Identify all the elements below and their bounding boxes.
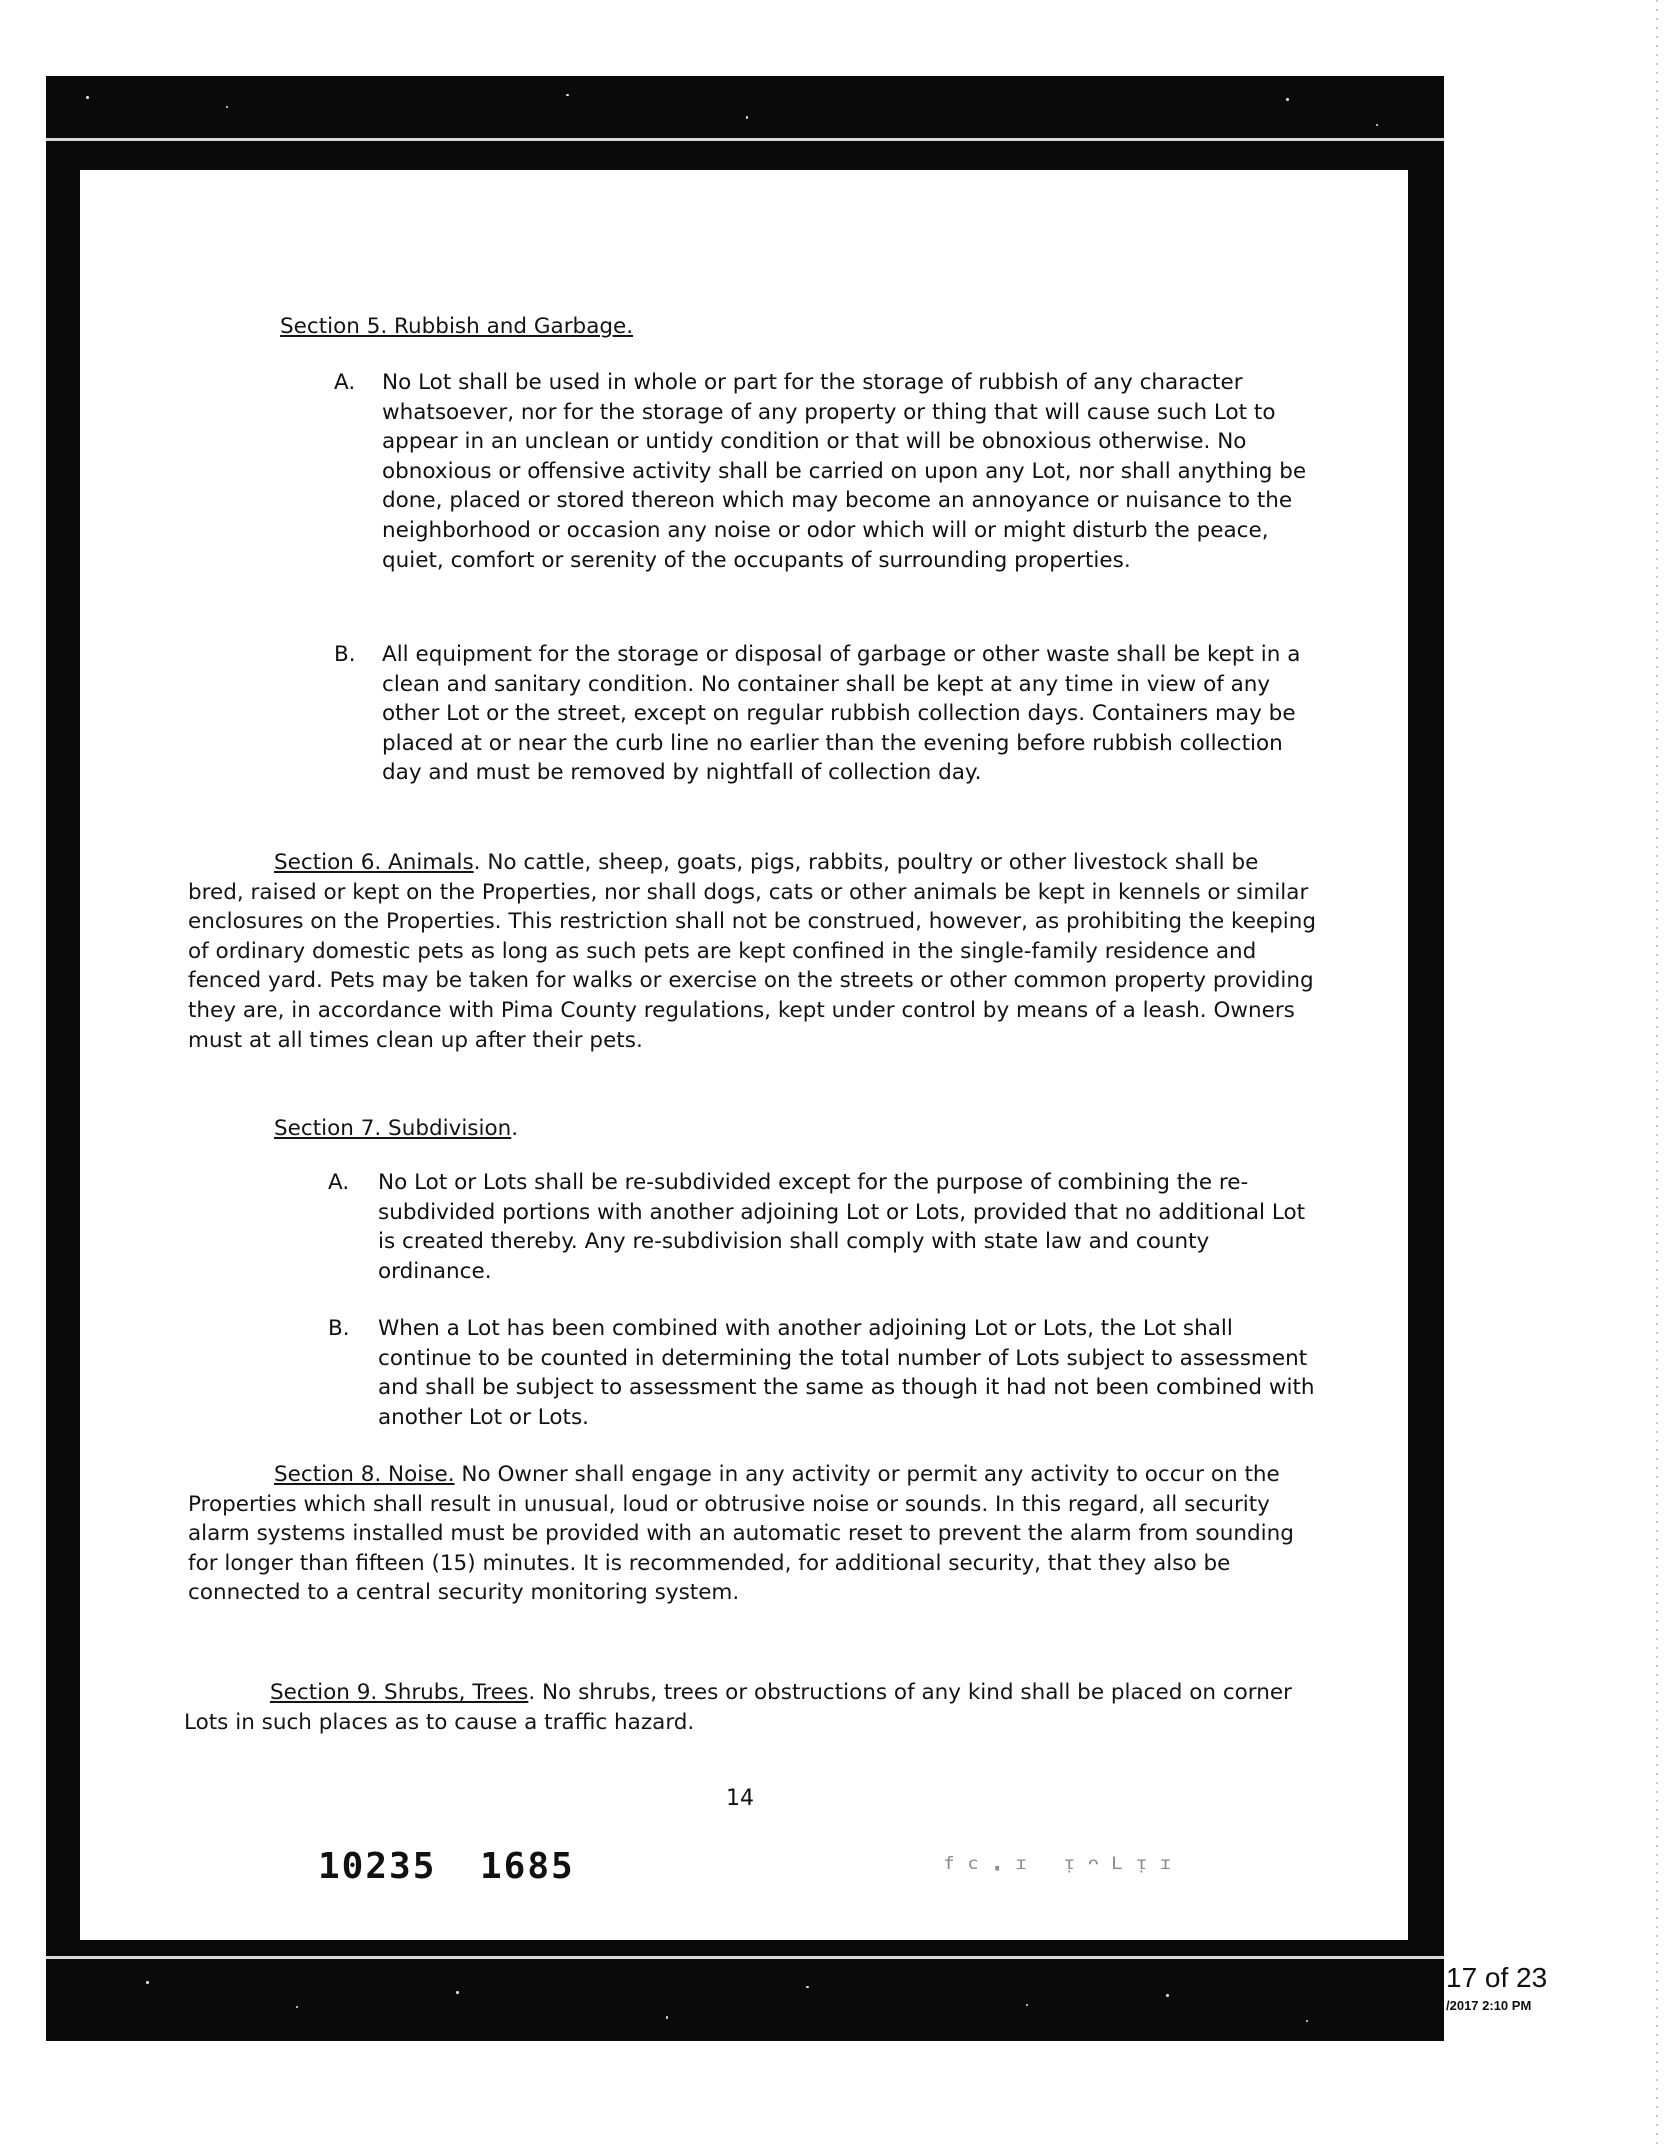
docket-page-number: 1685 bbox=[480, 1846, 575, 1887]
scan-speckle bbox=[1166, 1994, 1169, 1997]
right-edge-perforation bbox=[1656, 0, 1658, 2144]
section-5-item-b-letter: B. bbox=[334, 642, 356, 667]
document-page bbox=[80, 170, 1408, 1940]
scan-speckle bbox=[1026, 2004, 1028, 2006]
section-6-heading: Section 6. Animals bbox=[274, 850, 474, 875]
frame-bottom-rule bbox=[46, 1956, 1444, 1959]
section-5-heading-line bbox=[280, 312, 633, 342]
scan-speckle bbox=[1306, 2020, 1308, 2022]
section-7-item-b-letter: B. bbox=[328, 1316, 350, 1341]
scan-speckle bbox=[456, 1991, 459, 1994]
scan-speckle bbox=[146, 1981, 149, 1984]
scan-speckle bbox=[1376, 124, 1378, 126]
section-6-paragraph bbox=[188, 848, 1318, 1055]
scan-speckle bbox=[86, 96, 89, 99]
scan-speckle bbox=[806, 1986, 809, 1988]
page-counter: 17 of 23 bbox=[1446, 1962, 1548, 1993]
section-9-text: . No shrubs, trees or obstructions of any kind shall be placed on corner Lots in such places as to cause a traffic hazard. bbox=[184, 1680, 1292, 1735]
scan-speckle bbox=[746, 116, 748, 119]
page-number: 14 bbox=[726, 1786, 754, 1811]
section-5-item-a-letter: A. bbox=[334, 370, 356, 395]
section-7-heading: Section 7. Subdivision bbox=[274, 1116, 512, 1141]
section-7-heading-suffix: . bbox=[511, 1116, 519, 1141]
scan-speckle bbox=[1286, 98, 1289, 101]
docket-number: 10235 bbox=[318, 1846, 437, 1887]
frame-top-rule bbox=[46, 138, 1444, 141]
scan-speckle bbox=[666, 2016, 668, 2019]
section-7-item-a-letter: A. bbox=[328, 1170, 350, 1195]
scan-speckle bbox=[566, 94, 569, 96]
section-9-heading: Section 9. Shrubs, Trees bbox=[270, 1680, 529, 1705]
faint-stamp: ᶠᶜ·ᶦ ᵎᵔᴸᵎᶦ bbox=[940, 1852, 1181, 1887]
section-7-heading-line bbox=[274, 1114, 518, 1144]
section-7-item-a-text: No Lot or Lots shall be re-subdivided except for the purpose of combining the re-subdivided portions with another adjoining Lot or Lots, provided that no additional Lot is created thereby. Any re-subdivision shall comply with state law and county ordinance. bbox=[378, 1170, 1306, 1284]
scan-speckle bbox=[226, 106, 228, 108]
section-9-paragraph bbox=[184, 1678, 1324, 1737]
section-7-item-b-text: When a Lot has been combined with another adjoining Lot or Lots, the Lot shall continue to be counted in determining the total number of Lots subject to assessment and shall be subject to assessment the same as though it had not been combined with another Lot or Lots. bbox=[378, 1316, 1315, 1430]
section-5-item-a-text: No Lot shall be used in whole or part for the storage of rubbish of any character whatsoever, nor for the storage of any property or thing that will cause such Lot to appear in an unclean or untidy condition or that will be obnoxious otherwise. No obnoxious or offensive activity shall be carried on upon any Lot, nor shall anything be done, placed or stored thereon which may become an annoyance or nuisance to the neighborhood or occasion any noise or odor which will or might disturb the peace, quiet, comfort or serenity of the occupants of surrounding properties. bbox=[382, 370, 1307, 573]
section-5-item-b-text: All equipment for the storage or disposal of garbage or other waste shall be kept in a clean and sanitary condition. No container shall be kept at any time in view of any other Lot or the street, except on regular rubbish collection days. Containers may be placed at or near the curb line no earlier than the evening before rubbish collection day and must be removed by nightfall of collection day. bbox=[382, 642, 1301, 786]
section-8-text: No Owner shall engage in any activity or permit any activity to occur on the Properties which shall result in unusual, loud or obtrusive noise or sounds. In this regard, all security alarm systems installed must be provided with an automatic reset to prevent the alarm from sounding for longer than fifteen (15) minutes. It is recommended, for additional security, that they also be connected to a central security monitoring system. bbox=[188, 1462, 1294, 1606]
print-timestamp: /2017 2:10 PM bbox=[1446, 1998, 1532, 2013]
section-5-heading: Section 5. Rubbish and Garbage. bbox=[280, 314, 634, 339]
section-8-heading: Section 8. Noise. bbox=[274, 1462, 455, 1487]
scan-speckle bbox=[296, 2006, 298, 2008]
section-6-text: . No cattle, sheep, goats, pigs, rabbits, poultry or other livestock shall be bred, raised or kept on the Properties, nor shall dogs, cats or other animals be kept in kennels or similar enclosures on the Properties. This restriction shall not be construed, however, as prohibiting the keeping of ordinary domestic pets as long as such pets are kept confined in the single-family residence and fenced yard. Pets may be taken for walks or exercise on the streets or other common property providing they are, in accordance with Pima County regulations, kept under control by means of a leash. Owners must at all times clean up after their pets. bbox=[188, 850, 1317, 1053]
section-8-paragraph bbox=[188, 1460, 1328, 1608]
